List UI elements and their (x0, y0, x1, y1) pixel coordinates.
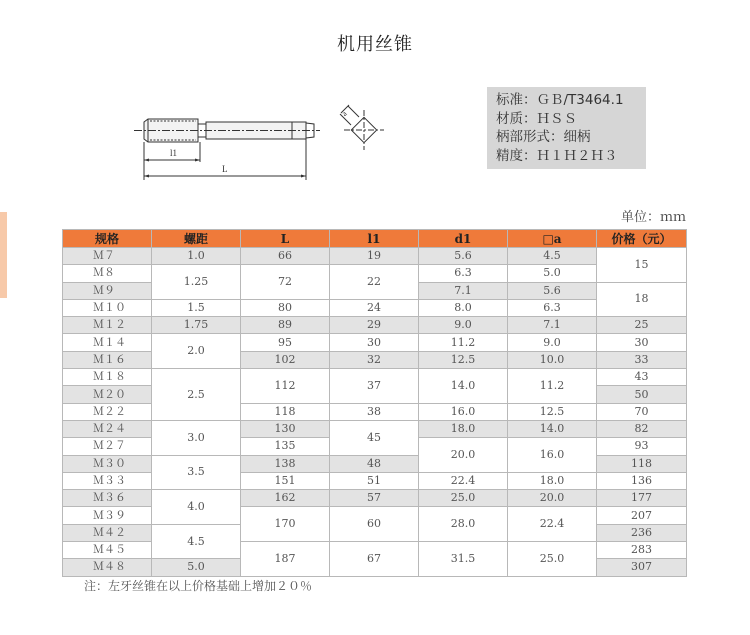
cell-l1: 51 (330, 472, 419, 489)
cell-L: 89 (241, 317, 330, 334)
cell-l1: 67 (330, 542, 419, 577)
cell-d1: 16.0 (419, 403, 508, 420)
cell-spec: Ｍ７ (63, 248, 152, 265)
cell-spec: Ｍ１６ (63, 351, 152, 368)
cell-spec: Ｍ１２ (63, 317, 152, 334)
cell-L: 72 (241, 265, 330, 300)
table-row (63, 248, 687, 265)
cell-pitch: 4.5 (152, 524, 241, 559)
cell-pitch: 1.25 (152, 265, 241, 300)
left-edge-strip (0, 212, 7, 298)
cell-L: 118 (241, 403, 330, 420)
header-pitch: 螺距 (152, 230, 241, 248)
spec-box (487, 87, 646, 169)
header-a: □a (508, 230, 597, 248)
cell-spec: Ｍ４５ (63, 542, 152, 559)
cell-price: 43 (597, 369, 687, 386)
cell-a: 4.5 (508, 248, 597, 265)
cell-L: 102 (241, 351, 330, 368)
header-d1: d1 (419, 230, 508, 248)
cell-price: 18 (597, 282, 687, 317)
cell-spec: Ｍ１０ (63, 299, 152, 316)
table-row (63, 299, 687, 316)
footnote: 注：左牙丝锥在以上价格基础上增加２０％ (84, 579, 313, 593)
cell-a: 14.0 (508, 420, 597, 437)
cell-pitch: 2.0 (152, 334, 241, 369)
cell-price: 136 (597, 472, 687, 489)
cell-spec: Ｍ２２ (63, 403, 152, 420)
cell-a: 11.2 (508, 369, 597, 404)
cell-a: 7.1 (508, 317, 597, 334)
cell-L: 112 (241, 369, 330, 404)
cell-l1: 24 (330, 299, 419, 316)
cell-pitch: 3.5 (152, 455, 241, 490)
label-a: a (339, 109, 349, 118)
cell-L: 95 (241, 334, 330, 351)
header-L: L (241, 230, 330, 248)
cell-a: 18.0 (508, 472, 597, 489)
cell-price: 33 (597, 351, 687, 368)
cell-l1: 57 (330, 490, 419, 507)
cell-d1: 6.3 (419, 265, 508, 282)
cell-a: 20.0 (508, 490, 597, 507)
cell-price: 93 (597, 438, 687, 455)
header-l1: l1 (330, 230, 419, 248)
table-row (63, 369, 687, 386)
cell-pitch: 1.0 (152, 248, 241, 265)
cell-d1: 11.2 (419, 334, 508, 351)
cell-price: 307 (597, 559, 687, 576)
cell-l1: 60 (330, 507, 419, 542)
cell-spec: Ｍ３６ (63, 490, 152, 507)
cell-price: 30 (597, 334, 687, 351)
tap-drawing (130, 100, 390, 185)
cell-pitch: 1.75 (152, 317, 241, 334)
cell-a: 6.3 (508, 299, 597, 316)
cell-l1: 22 (330, 265, 419, 300)
cell-a: 9.0 (508, 334, 597, 351)
cell-price: 82 (597, 420, 687, 437)
cell-a: 12.5 (508, 403, 597, 420)
cell-spec: Ｍ１８ (63, 369, 152, 386)
cell-price: 283 (597, 542, 687, 559)
cell-L: 162 (241, 490, 330, 507)
cell-l1: 45 (330, 420, 419, 455)
cell-d1: 9.0 (419, 317, 508, 334)
cell-price: 177 (597, 490, 687, 507)
cell-spec: Ｍ２４ (63, 420, 152, 437)
cell-l1: 30 (330, 334, 419, 351)
cell-spec: Ｍ２７ (63, 438, 152, 455)
cell-d1: 22.4 (419, 472, 508, 489)
table-row (63, 490, 687, 507)
cell-price: 118 (597, 455, 687, 472)
table-row (63, 334, 687, 351)
label-l1: l1 (170, 148, 178, 158)
cell-price: 50 (597, 386, 687, 403)
cell-l1: 19 (330, 248, 419, 265)
cell-spec: Ｍ３３ (63, 472, 152, 489)
header-price: 价格（元） (597, 230, 687, 248)
cell-d1: 8.0 (419, 299, 508, 316)
cell-pitch: 1.5 (152, 299, 241, 316)
cell-spec: Ｍ４８ (63, 559, 152, 576)
cell-d1: 28.0 (419, 507, 508, 542)
cell-d1: 31.5 (419, 542, 508, 577)
header-spec: 规格 (63, 230, 152, 248)
cell-l1: 29 (330, 317, 419, 334)
cell-l1: 38 (330, 403, 419, 420)
cell-pitch: 3.0 (152, 420, 241, 455)
cell-spec: Ｍ３９ (63, 507, 152, 524)
cell-L: 135 (241, 438, 330, 455)
cell-L: 130 (241, 420, 330, 437)
cell-L: 138 (241, 455, 330, 472)
cell-price: 15 (597, 248, 687, 283)
cell-L: 170 (241, 507, 330, 542)
cell-L: 151 (241, 472, 330, 489)
spec-material: 材质：ＨＳＳ (496, 110, 577, 127)
cell-d1: 18.0 (419, 420, 508, 437)
table-row (63, 317, 687, 334)
cell-L: 66 (241, 248, 330, 265)
cell-d1: 20.0 (419, 438, 508, 473)
cell-pitch: 4.0 (152, 490, 241, 525)
cell-pitch: 2.5 (152, 369, 241, 421)
cell-price: 236 (597, 524, 687, 541)
cell-L: 80 (241, 299, 330, 316)
cell-d1: 7.1 (419, 282, 508, 299)
cell-d1: 14.0 (419, 369, 508, 404)
cell-spec: Ｍ２０ (63, 386, 152, 403)
cell-l1: 37 (330, 369, 419, 404)
cell-a: 10.0 (508, 351, 597, 368)
cell-a: 22.4 (508, 507, 597, 542)
cell-l1: 32 (330, 351, 419, 368)
cell-spec: Ｍ４２ (63, 524, 152, 541)
cell-a: 25.0 (508, 542, 597, 577)
cell-price: 207 (597, 507, 687, 524)
spec-standard: 标准：ＧＢ/T3464.1 (496, 92, 624, 108)
cell-price: 25 (597, 317, 687, 334)
cell-d1: 25.0 (419, 490, 508, 507)
cell-L: 187 (241, 542, 330, 577)
price-table (62, 229, 687, 577)
cell-a: 16.0 (508, 438, 597, 473)
cell-l1: 48 (330, 455, 419, 472)
cell-pitch: 5.0 (152, 559, 241, 576)
cell-a: 5.6 (508, 282, 597, 299)
cell-spec: Ｍ９ (63, 282, 152, 299)
table-row (63, 265, 687, 282)
cell-a: 5.0 (508, 265, 597, 282)
cell-spec: Ｍ８ (63, 265, 152, 282)
cell-spec: Ｍ１４ (63, 334, 152, 351)
cell-price: 70 (597, 403, 687, 420)
cell-d1: 12.5 (419, 351, 508, 368)
label-L: L (222, 164, 228, 174)
cell-spec: Ｍ３０ (63, 455, 152, 472)
spec-shank: 柄部形式：细柄 (496, 129, 591, 145)
cell-d1: 5.6 (419, 248, 508, 265)
unit-label: 单位：ｍｍ (620, 210, 686, 225)
page-title: 机用丝锥 (337, 34, 413, 55)
spec-precision: 精度：Ｈ１Ｈ２Ｈ３ (496, 147, 618, 164)
table-row (63, 420, 687, 437)
table-header-row (63, 230, 687, 248)
